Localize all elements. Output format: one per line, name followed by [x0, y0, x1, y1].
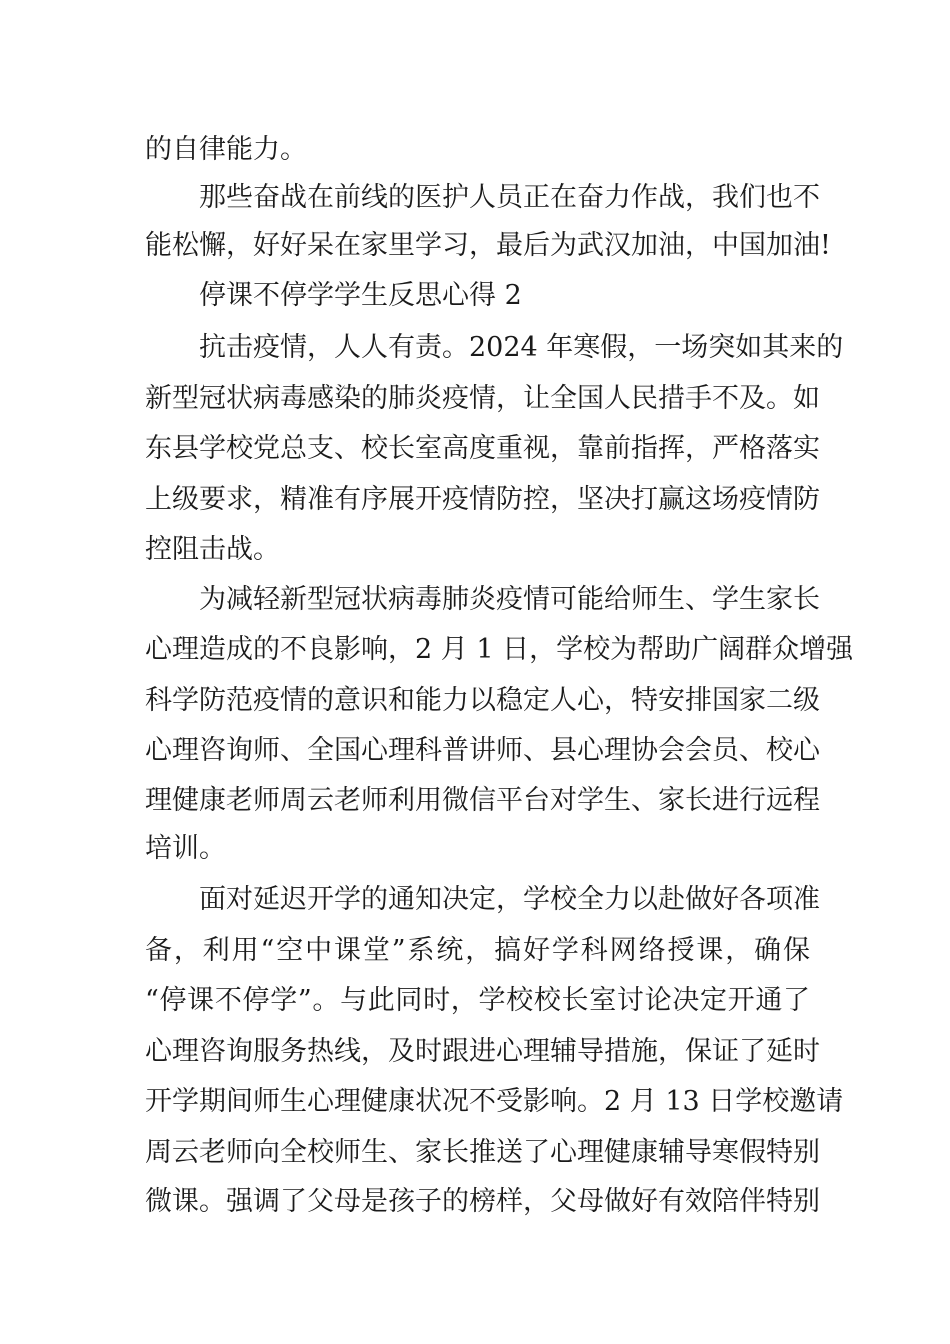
paragraph-line: 面对延迟开学的通知决定，学校全力以赴做好各项准: [199, 884, 820, 915]
paragraph-line: 东县学校党总支、校长室高度重视，靠前指挥，严格落实: [145, 433, 820, 464]
paragraph-line: 开学期间师生心理健康状况不受影响。2 月 13 日学校邀请: [145, 1086, 844, 1117]
paragraph-line: 的自律能力。: [145, 134, 307, 165]
paragraph-line: 抗击疫情，人人有责。2024 年寒假，一场突如其来的: [199, 332, 844, 363]
paragraph-line: 控阻击战。: [145, 534, 280, 565]
paragraph-line: 周云老师向全校师生、家长推送了心理健康辅导寒假特别: [145, 1137, 820, 1168]
paragraph-line: 心理咨询师、全国心理科普讲师、县心理协会会员、校心: [145, 735, 820, 766]
paragraph-line: 理健康老师周云老师利用微信平台对学生、家长进行远程: [145, 785, 820, 816]
paragraph-line: 新型冠状病毒感染的肺炎疫情，让全国人民措手不及。如: [145, 383, 820, 414]
paragraph-line: 心理造成的不良影响，2 月 1 日，学校为帮助广阔群众增强: [145, 634, 854, 665]
paragraph-line: 那些奋战在前线的医护人员正在奋力作战，我们也不: [199, 182, 820, 213]
paragraph-line: 微课。强调了父母是孩子的榜样，父母做好有效陪伴特别: [145, 1186, 820, 1217]
paragraph-line: 为减轻新型冠状病毒肺炎疫情可能给师生、学生家长: [199, 584, 820, 615]
paragraph-line: 科学防范疫情的意识和能力以稳定人心，特安排国家二级: [145, 685, 820, 716]
paragraph-line: 培训。: [145, 833, 226, 864]
paragraph-line: 上级要求，精准有序展开疫情防控，坚决打赢这场疫情防: [145, 484, 820, 515]
paragraph-line: 备，利用“空中课堂”系统，搞好学科网络授课，确保: [145, 935, 810, 966]
paragraph-line: 心理咨询服务热线，及时跟进心理辅导措施，保证了延时: [145, 1036, 820, 1067]
section-heading: 停课不停学学生反思心得 2: [199, 280, 522, 311]
paragraph-line: 能松懈，好好呆在家里学习，最后为武汉加油，中国加油!: [145, 230, 831, 261]
paragraph-line: “停课不停学”。与此同时，学校校长室讨论决定开通了: [145, 985, 810, 1016]
